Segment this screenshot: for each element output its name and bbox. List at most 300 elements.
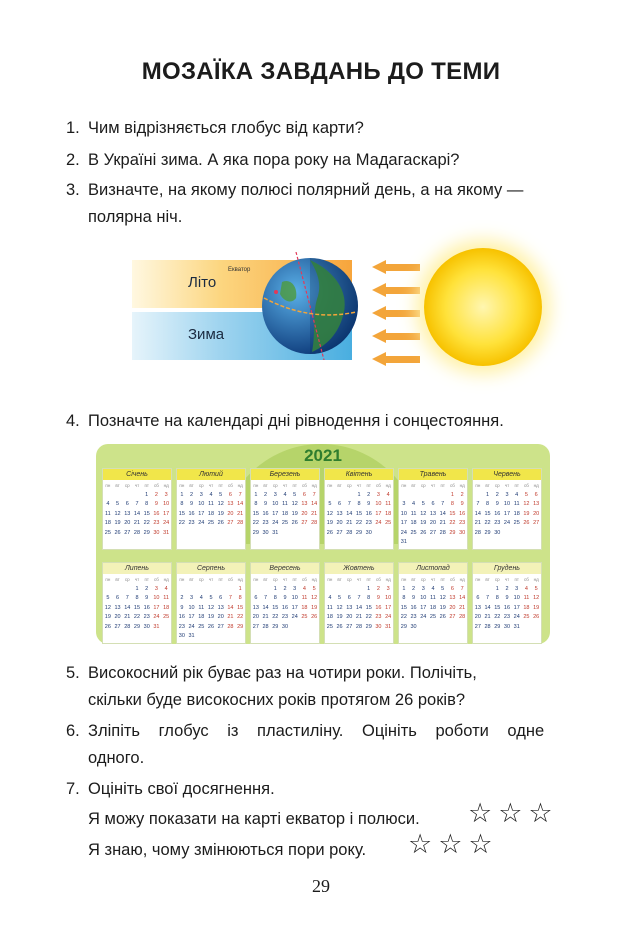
calendar-day[interactable]: 20 (429, 520, 437, 526)
calendar-day[interactable]: 1 (486, 491, 490, 498)
calendar-day[interactable]: 9 (376, 595, 380, 601)
calendar-day[interactable]: 1 (135, 585, 139, 592)
calendar-day[interactable]: 10 (400, 510, 407, 517)
calendar-day[interactable]: 7 (357, 595, 361, 601)
calendar-day[interactable]: 22 (494, 614, 501, 620)
calendar-day[interactable]: 25 (410, 529, 417, 536)
calendar-day[interactable]: 20 (301, 510, 308, 517)
calendar-day[interactable]: 15 (143, 510, 150, 517)
calendar-day[interactable]: 14 (311, 501, 318, 507)
calendar-day[interactable]: 13 (346, 604, 353, 611)
calendar-day[interactable]: 27 (114, 623, 121, 630)
calendar-day[interactable]: 23 (153, 520, 160, 526)
calendar-day[interactable]: 6 (476, 595, 480, 601)
calendar-day[interactable]: 8 (367, 595, 371, 601)
calendar-day[interactable]: 10 (513, 595, 520, 601)
rating-stars-icon[interactable]: ☆☆☆ (468, 798, 559, 828)
calendar-day[interactable]: 13 (301, 501, 308, 507)
calendar-day[interactable]: 13 (533, 501, 540, 507)
calendar-day[interactable]: 16 (410, 604, 417, 611)
calendar-day[interactable]: 11 (385, 501, 391, 507)
calendar-day[interactable]: 6 (302, 491, 306, 498)
calendar-day[interactable]: 12 (523, 501, 530, 507)
calendar-day[interactable]: 21 (124, 614, 131, 620)
calendar-day[interactable]: 25 (163, 614, 170, 620)
calendar-day[interactable]: 17 (163, 510, 170, 517)
calendar-day[interactable]: 18 (523, 604, 530, 611)
calendar-day[interactable]: 30 (143, 623, 150, 630)
calendar-day[interactable]: 25 (198, 623, 205, 630)
calendar-day[interactable]: 1 (254, 491, 258, 498)
calendar-day[interactable]: 24 (400, 529, 407, 536)
calendar-day[interactable]: 29 (365, 623, 372, 630)
calendar-day[interactable]: 4 (431, 585, 435, 592)
calendar-day[interactable]: 23 (375, 614, 382, 620)
calendar-day[interactable]: 12 (336, 604, 343, 611)
calendar-day[interactable]: 26 (523, 520, 530, 526)
calendar-day[interactable]: 12 (533, 595, 540, 601)
calendar-day[interactable]: 4 (209, 491, 213, 498)
calendar-day[interactable]: 16 (178, 614, 185, 620)
calendar-day[interactable]: 28 (346, 529, 353, 536)
calendar-day[interactable]: 3 (386, 585, 390, 592)
calendar-day[interactable]: 3 (505, 491, 509, 498)
calendar-day[interactable]: 4 (515, 491, 519, 498)
calendar-day[interactable]: 30 (459, 529, 466, 536)
calendar-day[interactable]: 17 (272, 510, 279, 517)
calendar-day[interactable]: 26 (420, 529, 427, 536)
calendar-day[interactable]: 3 (421, 585, 425, 592)
calendar-day[interactable]: 23 (503, 614, 511, 620)
calendar-day[interactable]: 6 (534, 491, 538, 498)
calendar-day[interactable]: 25 (104, 529, 111, 536)
calendar-day[interactable]: 30 (365, 529, 372, 536)
calendar-day[interactable]: 12 (114, 510, 121, 517)
calendar-day[interactable]: 16 (365, 510, 372, 517)
calendar-day[interactable]: 30 (178, 633, 185, 639)
calendar-day[interactable]: 18 (281, 510, 289, 517)
calendar-day[interactable]: 9 (145, 595, 149, 601)
calendar-day[interactable]: 31 (400, 539, 407, 545)
calendar-day[interactable]: 14 (227, 604, 234, 611)
calendar-day[interactable]: 10 (153, 595, 160, 601)
calendar-day[interactable]: 20 (336, 520, 343, 526)
calendar-day[interactable]: 21 (133, 520, 141, 526)
calendar-day[interactable]: 20 (346, 614, 353, 620)
calendar-day[interactable]: 8 (495, 595, 499, 601)
calendar-day[interactable]: 25 (301, 614, 308, 620)
calendar-day[interactable]: 25 (513, 520, 520, 526)
calendar-day[interactable]: 6 (228, 491, 232, 498)
calendar-day[interactable]: 24 (375, 520, 382, 526)
calendar-day[interactable]: 30 (262, 529, 269, 536)
calendar-day[interactable]: 13 (336, 510, 343, 517)
calendar-day[interactable]: 15 (449, 510, 456, 517)
calendar-day[interactable]: 15 (494, 604, 501, 611)
calendar-day[interactable]: 8 (238, 595, 242, 601)
calendar-day[interactable]: 24 (291, 614, 298, 620)
calendar-day[interactable]: 28 (237, 520, 244, 526)
calendar-day[interactable]: 22 (449, 520, 456, 526)
calendar-day[interactable]: 29 (449, 529, 456, 536)
calendar-day[interactable]: 3 (293, 585, 297, 592)
calendar-day[interactable]: 7 (312, 491, 316, 498)
calendar-day[interactable]: 18 (198, 614, 205, 620)
calendar-day[interactable]: 4 (302, 585, 306, 592)
calendar-day[interactable]: 29 (400, 623, 407, 630)
calendar-day[interactable]: 24 (513, 614, 520, 620)
calendar-day[interactable]: 24 (272, 520, 279, 526)
calendar-day[interactable]: 8 (450, 501, 454, 507)
calendar-day[interactable]: 26 (104, 623, 111, 630)
calendar-day[interactable]: 22 (484, 520, 491, 526)
calendar-day[interactable]: 15 (178, 510, 185, 517)
calendar-day[interactable]: 25 (385, 520, 392, 526)
calendar-day[interactable]: 11 (326, 604, 333, 611)
calendar-day[interactable]: 1 (145, 491, 149, 498)
calendar-day[interactable]: 7 (441, 501, 445, 507)
calendar-day[interactable]: 23 (410, 614, 417, 620)
calendar-day[interactable]: 7 (460, 585, 464, 592)
calendar-day[interactable]: 1 (357, 491, 361, 498)
calendar-day[interactable]: 9 (367, 501, 371, 507)
calendar-day[interactable]: 25 (523, 614, 530, 620)
calendar-day[interactable]: 29 (272, 623, 279, 630)
calendar-day[interactable]: 9 (412, 595, 416, 601)
calendar-day[interactable]: 30 (375, 623, 382, 630)
calendar-day[interactable]: 31 (188, 633, 195, 639)
calendar-day[interactable]: 24 (163, 520, 170, 526)
calendar-day[interactable]: 6 (125, 501, 129, 507)
calendar-day[interactable]: 23 (262, 520, 269, 526)
calendar-day[interactable]: 28 (459, 614, 466, 620)
calendar-day[interactable]: 4 (106, 501, 110, 507)
calendar-day[interactable]: 2 (180, 595, 184, 601)
calendar-day[interactable]: 15 (252, 510, 259, 517)
calendar-day[interactable]: 10 (198, 501, 205, 507)
calendar-day[interactable]: 16 (188, 510, 195, 517)
calendar-day[interactable]: 16 (262, 510, 269, 517)
calendar-day[interactable]: 5 (219, 491, 223, 498)
calendar-day[interactable]: 1 (450, 491, 454, 498)
calendar-day[interactable]: 26 (114, 529, 121, 536)
calendar-day[interactable]: 26 (311, 614, 318, 620)
calendar-day[interactable]: 22 (143, 520, 150, 526)
calendar-day[interactable]: 2 (264, 491, 268, 498)
calendar-day[interactable]: 8 (402, 595, 406, 601)
calendar-day[interactable]: 16 (503, 604, 511, 611)
calendar-day[interactable]: 10 (291, 595, 298, 601)
calendar-day[interactable]: 21 (346, 520, 353, 526)
calendar-day[interactable]: 13 (449, 595, 456, 601)
calendar-day[interactable]: 7 (238, 491, 242, 498)
calendar-day[interactable]: 23 (188, 520, 195, 526)
calendar-day[interactable]: 3 (154, 585, 158, 592)
calendar-day[interactable]: 5 (312, 585, 316, 592)
calendar-day[interactable]: 12 (439, 595, 446, 601)
calendar-day[interactable]: 11 (410, 510, 417, 517)
calendar-day[interactable]: 15 (365, 604, 372, 611)
calendar-day[interactable]: 9 (283, 595, 287, 601)
calendar-day[interactable]: 20 (474, 614, 481, 620)
calendar-day[interactable]: 7 (486, 595, 490, 601)
calendar-day[interactable]: 19 (311, 604, 318, 611)
calendar-day[interactable]: 19 (217, 510, 224, 517)
calendar-day[interactable]: 11 (208, 501, 214, 507)
rating-stars-icon[interactable]: ☆☆☆ (408, 829, 499, 859)
calendar-day[interactable]: 3 (199, 491, 203, 498)
calendar-day[interactable]: 31 (272, 529, 279, 536)
calendar-day[interactable]: 14 (439, 510, 446, 517)
calendar-day[interactable]: 30 (281, 623, 289, 630)
calendar-day[interactable]: 18 (104, 520, 111, 526)
calendar-day[interactable]: 25 (207, 520, 215, 526)
calendar-day[interactable]: 25 (429, 614, 437, 620)
calendar-day[interactable]: 13 (124, 510, 131, 517)
calendar-day[interactable]: 6 (116, 595, 120, 601)
calendar-day[interactable]: 22 (272, 614, 279, 620)
calendar-day[interactable]: 31 (153, 623, 160, 630)
calendar-day[interactable]: 29 (484, 529, 491, 536)
calendar-day[interactable]: 14 (133, 510, 141, 517)
calendar-day[interactable]: 29 (237, 623, 244, 630)
calendar-day[interactable]: 9 (264, 501, 268, 507)
calendar-day[interactable]: 28 (124, 623, 131, 630)
calendar-day[interactable]: 4 (164, 585, 168, 592)
calendar-day[interactable]: 11 (104, 510, 111, 517)
calendar-day[interactable]: 6 (219, 595, 223, 601)
calendar-day[interactable]: 8 (357, 501, 361, 507)
calendar-day[interactable]: 18 (207, 510, 215, 517)
calendar-day[interactable]: 5 (116, 501, 120, 507)
calendar-day[interactable]: 25 (326, 623, 333, 630)
calendar-day[interactable]: 17 (153, 604, 160, 611)
calendar-day[interactable]: 11 (523, 595, 530, 601)
calendar-day[interactable]: 27 (124, 529, 131, 536)
calendar-day[interactable]: 21 (355, 614, 363, 620)
calendar-day[interactable]: 1 (367, 585, 371, 592)
calendar-day[interactable]: 19 (439, 604, 446, 611)
calendar-day[interactable]: 27 (336, 529, 343, 536)
calendar-day[interactable]: 6 (347, 595, 351, 601)
calendar-day[interactable]: 5 (524, 491, 528, 498)
calendar-day[interactable]: 4 (328, 595, 332, 601)
calendar-day[interactable]: 14 (124, 604, 131, 611)
calendar-day[interactable]: 10 (420, 595, 427, 601)
calendar-day[interactable]: 14 (459, 595, 466, 601)
calendar-day[interactable]: 3 (190, 595, 194, 601)
calendar-day[interactable]: 26 (533, 614, 540, 620)
calendar-day[interactable]: 3 (273, 491, 277, 498)
calendar-day[interactable]: 24 (503, 520, 511, 526)
calendar-day[interactable]: 24 (385, 614, 392, 620)
calendar-day[interactable]: 21 (474, 520, 481, 526)
calendar-day[interactable]: 31 (163, 529, 170, 536)
calendar-day[interactable]: 29 (143, 529, 150, 536)
calendar-day[interactable]: 14 (346, 510, 353, 517)
calendar-day[interactable]: 24 (188, 623, 195, 630)
calendar-day[interactable]: 11 (430, 595, 436, 601)
calendar-day[interactable]: 8 (273, 595, 277, 601)
calendar-day[interactable]: 30 (494, 529, 501, 536)
calendar-day[interactable]: 13 (217, 604, 224, 611)
calendar-day[interactable]: 26 (439, 614, 446, 620)
calendar-day[interactable]: 7 (347, 501, 351, 507)
calendar-day[interactable]: 6 (431, 501, 435, 507)
calendar-day[interactable]: 18 (513, 510, 520, 517)
calendar-day[interactable]: 20 (217, 614, 224, 620)
calendar-day[interactable]: 6 (254, 595, 258, 601)
calendar-day[interactable]: 23 (281, 614, 289, 620)
calendar-day[interactable]: 24 (198, 520, 205, 526)
calendar-day[interactable]: 21 (484, 614, 491, 620)
calendar-day[interactable]: 9 (505, 595, 509, 601)
calendar-day[interactable]: 31 (513, 623, 520, 630)
calendar-day[interactable]: 2 (154, 491, 158, 498)
calendar-day[interactable]: 10 (163, 501, 170, 507)
calendar-day[interactable]: 31 (385, 623, 392, 630)
calendar-day[interactable]: 1 (402, 585, 406, 592)
calendar-day[interactable]: 30 (410, 623, 417, 630)
calendar-day[interactable]: 5 (421, 501, 425, 507)
calendar-day[interactable]: 22 (400, 614, 407, 620)
calendar-day[interactable]: 19 (291, 510, 298, 517)
calendar-day[interactable]: 11 (301, 595, 308, 601)
calendar-day[interactable]: 14 (237, 501, 244, 507)
calendar-day[interactable]: 2 (495, 491, 499, 498)
calendar-day[interactable]: 28 (262, 623, 269, 630)
calendar-day[interactable]: 27 (227, 520, 234, 526)
calendar-day[interactable]: 16 (143, 604, 150, 611)
calendar-day[interactable]: 4 (283, 491, 287, 498)
calendar-day[interactable]: 23 (178, 623, 185, 630)
calendar-day[interactable]: 28 (311, 520, 318, 526)
calendar-day[interactable]: 1 (273, 585, 277, 592)
calendar-day[interactable]: 29 (355, 529, 363, 536)
calendar-day[interactable]: 18 (410, 520, 417, 526)
calendar-day[interactable]: 1 (495, 585, 499, 592)
calendar-day[interactable]: 2 (145, 585, 149, 592)
calendar-day[interactable]: 5 (534, 585, 538, 592)
calendar-day[interactable]: 19 (533, 604, 540, 611)
calendar-day[interactable]: 21 (237, 510, 244, 517)
calendar-day[interactable]: 14 (484, 604, 491, 611)
calendar-day[interactable]: 22 (252, 520, 259, 526)
calendar-day[interactable]: 16 (375, 604, 382, 611)
calendar-day[interactable]: 1 (238, 585, 242, 592)
calendar-day[interactable]: 27 (474, 623, 481, 630)
calendar-day[interactable]: 18 (385, 510, 392, 517)
calendar-day[interactable]: 21 (227, 614, 234, 620)
calendar-day[interactable]: 5 (293, 491, 297, 498)
calendar-day[interactable]: 10 (503, 501, 511, 507)
calendar-day[interactable]: 2 (283, 585, 287, 592)
calendar-day[interactable]: 8 (254, 501, 258, 507)
calendar-day[interactable]: 5 (441, 585, 445, 592)
calendar-day[interactable]: 19 (336, 614, 343, 620)
calendar-day[interactable]: 17 (188, 614, 195, 620)
calendar-day[interactable]: 4 (412, 501, 416, 507)
calendar-day[interactable]: 12 (207, 604, 215, 611)
calendar-day[interactable]: 2 (412, 585, 416, 592)
calendar-day[interactable]: 19 (420, 520, 427, 526)
calendar-day[interactable]: 21 (459, 604, 466, 611)
calendar-day[interactable]: 7 (476, 501, 480, 507)
calendar-day[interactable]: 11 (282, 501, 288, 507)
calendar-day[interactable]: 14 (262, 604, 269, 611)
calendar-day[interactable]: 20 (227, 510, 234, 517)
calendar-day[interactable]: 21 (311, 510, 318, 517)
calendar-day[interactable]: 26 (207, 623, 215, 630)
calendar-day[interactable]: 14 (474, 510, 481, 517)
calendar-day[interactable]: 21 (262, 614, 269, 620)
calendar-day[interactable]: 5 (328, 501, 332, 507)
calendar-day[interactable]: 18 (163, 604, 170, 611)
calendar-day[interactable]: 15 (484, 510, 491, 517)
calendar-day[interactable]: 5 (106, 595, 110, 601)
calendar-day[interactable]: 19 (207, 614, 215, 620)
calendar-day[interactable]: 8 (145, 501, 149, 507)
calendar-day[interactable]: 18 (429, 604, 437, 611)
calendar-day[interactable]: 5 (209, 595, 213, 601)
calendar-day[interactable]: 29 (133, 623, 141, 630)
calendar-day[interactable]: 20 (252, 614, 259, 620)
calendar-day[interactable]: 2 (376, 585, 380, 592)
calendar-day[interactable]: 27 (429, 529, 437, 536)
calendar-day[interactable]: 12 (420, 510, 427, 517)
calendar-day[interactable]: 22 (133, 614, 141, 620)
calendar-day[interactable]: 3 (376, 491, 380, 498)
calendar-day[interactable]: 9 (460, 501, 464, 507)
calendar-day[interactable]: 27 (301, 520, 308, 526)
calendar-day[interactable]: 16 (459, 510, 466, 517)
calendar-day[interactable]: 23 (143, 614, 150, 620)
calendar-day[interactable]: 12 (326, 510, 333, 517)
calendar-day[interactable]: 17 (420, 604, 427, 611)
calendar-day[interactable]: 17 (513, 604, 520, 611)
calendar-day[interactable]: 28 (439, 529, 446, 536)
calendar-day[interactable]: 9 (190, 501, 194, 507)
calendar-day[interactable]: 15 (237, 604, 244, 611)
calendar-day[interactable]: 18 (326, 614, 333, 620)
calendar-day[interactable]: 29 (252, 529, 259, 536)
calendar-day[interactable]: 15 (400, 604, 407, 611)
calendar-day[interactable]: 27 (217, 623, 224, 630)
calendar-day[interactable]: 21 (439, 520, 446, 526)
calendar-day[interactable]: 1 (180, 491, 184, 498)
calendar-day[interactable]: 19 (523, 510, 530, 517)
calendar-day[interactable]: 11 (163, 595, 169, 601)
calendar-day[interactable]: 2 (460, 491, 464, 498)
calendar-day[interactable]: 20 (449, 604, 456, 611)
calendar-day[interactable]: 28 (133, 529, 141, 536)
calendar-day[interactable]: 22 (178, 520, 185, 526)
calendar-day[interactable]: 7 (264, 595, 268, 601)
calendar-day[interactable]: 2 (367, 491, 371, 498)
calendar-day[interactable]: 4 (199, 595, 203, 601)
calendar-day[interactable]: 16 (281, 604, 289, 611)
calendar-day[interactable]: 7 (228, 595, 232, 601)
calendar-day[interactable]: 17 (291, 604, 298, 611)
calendar-day[interactable]: 10 (272, 501, 279, 507)
calendar-day[interactable]: 12 (217, 501, 224, 507)
calendar-day[interactable]: 28 (484, 623, 491, 630)
calendar-day[interactable]: 16 (494, 510, 501, 517)
calendar-day[interactable]: 20 (114, 614, 121, 620)
calendar-day[interactable]: 11 (198, 604, 205, 611)
calendar-day[interactable]: 30 (503, 623, 511, 630)
calendar-day[interactable]: 26 (336, 623, 343, 630)
